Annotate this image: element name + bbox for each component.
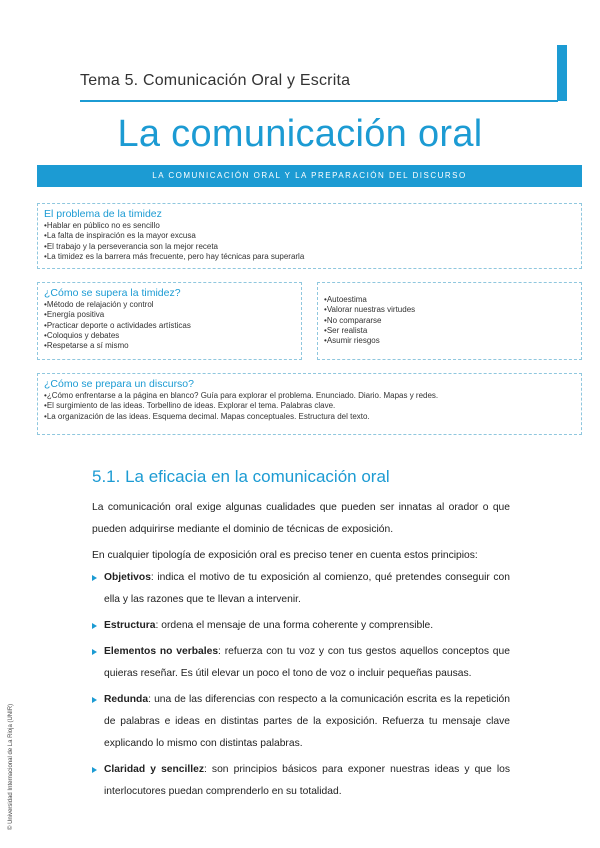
bullet-triangle-icon: [92, 767, 97, 773]
list-item: • Autoestima: [324, 295, 575, 305]
section-banner: LA COMUNICACIÓN ORAL Y LA PREPARACIÓN DEL DISCURSO: [37, 165, 582, 187]
discurso-box-title: ¿Cómo se prepara un discurso?: [44, 378, 194, 390]
bullet-term: Estructura: [104, 620, 156, 631]
supera-list-2: [324, 295, 575, 346]
chapter-heading: Tema 5. Comunicación Oral y Escrita: [80, 72, 351, 89]
bullet-text: : una de las diferencias con respecto a la comunicación escrita es la repetición de palabras e ideas en distintas partes de la exposición. Refuerza tu mensaje clave explicando lo mismo con distintas palabras.: [104, 694, 510, 749]
list-item: • La timidez es la barrera más frecuente, pero hay técnicas para superarla: [44, 252, 575, 262]
paragraph: En cualquier tipología de exposición oral es preciso tener en cuenta estos principios:: [92, 550, 478, 561]
section-title: 5.1. La eficacia en la comunicación oral: [92, 467, 390, 486]
supera-box-2: [317, 282, 582, 360]
copyright-note: © Universidad Internacional de La Rioja (UNIR): [8, 703, 14, 830]
bullet-triangle-icon: [92, 575, 97, 581]
bullet-text: : son principios básicos para exponer nuestras ideas y que los interlocutores puedan comprenderlo en su totalidad.: [104, 764, 510, 797]
supera-box-title: ¿Cómo se supera la timidez?: [44, 287, 181, 299]
supera-list: [44, 300, 295, 351]
section-body: [92, 497, 510, 807]
list-item: • Practicar deporte o actividades artísticas: [44, 321, 295, 331]
bullet-triangle-icon: [92, 697, 97, 703]
list-item: • Valorar nuestras virtudes: [324, 305, 575, 315]
list-item: [92, 689, 510, 755]
supera-box: [37, 282, 302, 360]
list-item: • Asumir riesgos: [324, 336, 575, 346]
list-item: • Método de relajación y control: [44, 300, 295, 310]
list-item: • La organización de las ideas. Esquema decimal. Mapas conceptuales. Estructura del texto.: [44, 412, 575, 422]
discurso-list: [44, 391, 575, 422]
list-item: • Hablar en público no es sencillo: [44, 221, 575, 231]
bullet-triangle-icon: [92, 623, 97, 629]
list-item: • ¿Cómo enfrentarse a la página en blanco? Guía para explorar el problema. Enunciado. Diario. Mapas y redes.: [44, 391, 575, 401]
bullet-term: Claridad y sencillez: [104, 764, 204, 775]
bullet-triangle-icon: [92, 649, 97, 655]
bullet-text: : refuerza con tu voz y con tus gestos aquellos conceptos que quieras reseñar. Es útil elevar un poco el tono de voz o incluir pequeñas pausas.: [104, 646, 510, 679]
bullet-text: : ordena el mensaje de una forma coherente y comprensible.: [155, 620, 434, 631]
timidez-box-title: El problema de la timidez: [44, 208, 162, 220]
bullet-term: Redunda: [104, 694, 149, 705]
list-item: • El surgimiento de las ideas. Torbellino de ideas. Explorar el tema. Palabras clave.: [44, 401, 575, 411]
chapter-rule: [80, 100, 558, 102]
list-item: [92, 641, 510, 685]
list-item: [92, 615, 510, 637]
timidez-box: [37, 203, 582, 269]
list-item: • La falta de inspiración es la mayor excusa: [44, 231, 575, 241]
list-item: • No compararse: [324, 316, 575, 326]
discurso-box: [37, 373, 582, 435]
list-item: • El trabajo y la perseverancia son la mejor receta: [44, 242, 575, 252]
accent-bar: [557, 45, 567, 101]
page-title: La comunicación oral: [117, 113, 483, 155]
list-item: [92, 567, 510, 611]
bullet-term: Elementos no verbales: [104, 646, 219, 657]
timidez-list: [44, 221, 575, 262]
list-item: [92, 759, 510, 803]
bullet-text: : indica el motivo de tu exposición al comienzo, qué pretendes conseguir con ella y las razones que te llevan a intervenir.: [104, 572, 510, 605]
list-item: • Coloquios y debates: [44, 331, 295, 341]
paragraph: La comunicación oral exige algunas cualidades que pueden ser innatas al orador o que pueden adquirirse mediante el dominio de técnicas de exposición.: [92, 502, 510, 535]
principles-list: [92, 567, 510, 803]
list-item: • Respetarse a sí mismo: [44, 341, 295, 351]
list-item: • Energía positiva: [44, 310, 295, 320]
bullet-term: Objetivos: [104, 572, 151, 583]
list-item: • Ser realista: [324, 326, 575, 336]
